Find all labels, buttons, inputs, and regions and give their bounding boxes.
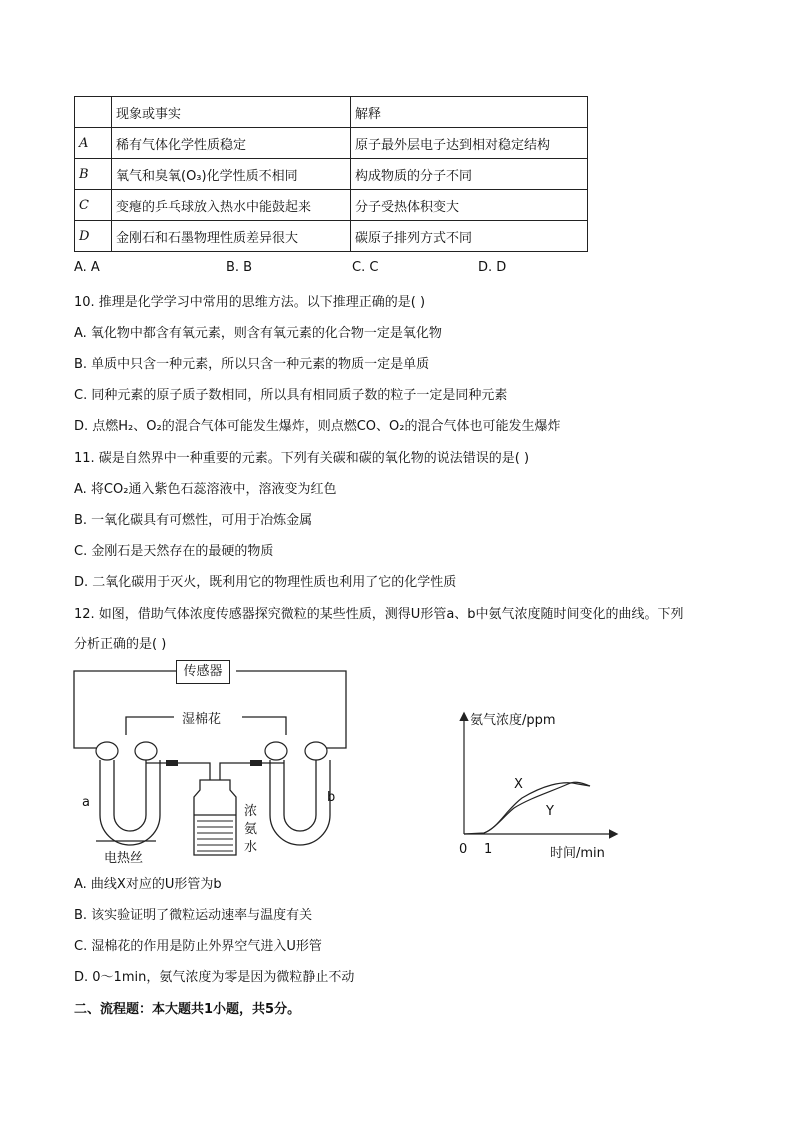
row-key: A [75, 128, 112, 159]
table-header-cell: 现象或事实 [112, 97, 351, 128]
row-explain: 构成物质的分子不同 [351, 159, 588, 190]
row-explain: 碳原子排列方式不同 [351, 221, 588, 252]
q12-stem-line1: 12. 如图，借助气体浓度传感器探究微粒的某些性质，测得U形管a、b中氨气浓度随时间变化的曲线。下列 [74, 607, 684, 622]
table-row [75, 128, 588, 159]
q11-option-b[interactable]: B. 一氧化碳具有可燃性，可用于冶炼金属 [74, 513, 313, 528]
table-row [75, 159, 588, 190]
cotton-leader-right [242, 717, 286, 735]
row-key: C [75, 190, 112, 221]
apparatus-diagram [60, 655, 380, 865]
row-fact: 金刚石和石墨物理性质差异很大 [112, 221, 351, 252]
row-key: D [75, 221, 112, 252]
row-explain: 分子受热体积变大 [351, 190, 588, 221]
table-header-row [75, 97, 588, 128]
graph-ylabel: 氨气浓度/ppm [470, 713, 556, 728]
q12-stem-line2: 分析正确的是( ) [74, 637, 167, 652]
tube-a-label: a [82, 795, 90, 810]
sensor-box [176, 660, 230, 684]
q10-option-c[interactable]: C. 同种元素的原子质子数相同，所以具有相同质子数的粒子一定是同种元素 [74, 388, 508, 403]
u-tube-b [270, 760, 330, 845]
cotton-ball [96, 742, 118, 760]
table-header-cell: 解释 [351, 97, 588, 128]
ammonia-label-1: 浓 [244, 804, 258, 819]
graph-origin-label: 0 [459, 842, 468, 857]
row-fact: 氧气和臭氧(O₃)化学性质不相同 [112, 159, 351, 190]
q12-option-a[interactable]: A. 曲线X对应的U形管为b [74, 877, 222, 892]
q10-option-d[interactable]: D. 点燃H₂、O₂的混合气体可能发生爆炸，则点燃CO、O₂的混合气体也可能发生爆炸 [74, 419, 561, 434]
table-header-cell [75, 97, 112, 128]
ammonia-bottle [194, 780, 236, 855]
clamp [166, 760, 178, 766]
graph-xlabel: 时间/min [550, 846, 605, 861]
table-row [75, 190, 588, 221]
ammonia-label-2: 氨 [244, 822, 258, 837]
curve-y-label: Y [546, 804, 554, 819]
q9-table [74, 96, 588, 252]
sensor-wire-left [74, 671, 177, 748]
q12-option-c[interactable]: C. 湿棉花的作用是防止外界空气进入U形管 [74, 939, 322, 954]
q11-option-c[interactable]: C. 金刚石是天然存在的最硬的物质 [74, 544, 274, 559]
row-fact: 变瘪的乒乓球放入热水中能鼓起来 [112, 190, 351, 221]
cotton-ball [135, 742, 157, 760]
q12-option-b[interactable]: B. 该实验证明了微粒运动速率与温度有关 [74, 908, 313, 923]
row-key: B [75, 159, 112, 190]
option-d[interactable]: D. D [478, 260, 507, 275]
cotton-leader-left [126, 717, 174, 735]
heater-label: 电热丝 [104, 851, 144, 866]
ammonia-label-3: 水 [244, 840, 258, 855]
row-explain: 原子最外层电子达到相对稳定结构 [351, 128, 588, 159]
q10-option-a[interactable]: A. 氧化物中都含有氧元素，则含有氧元素的化合物一定是氧化物 [74, 326, 442, 341]
tube-b-label: b [327, 790, 336, 805]
cotton-label: 湿棉花 [182, 712, 222, 727]
clamp [250, 760, 262, 766]
table-row [75, 221, 588, 252]
q11-option-a[interactable]: A. 将CO₂通入紫色石蕊溶液中，溶液变为红色 [74, 482, 337, 497]
graph-tick-label: 1 [484, 842, 493, 857]
row-fact: 稀有气体化学性质稳定 [112, 128, 351, 159]
sensor-label: 传感器 [183, 664, 223, 679]
curve-x-label: X [514, 777, 523, 792]
section-2-heading: 二、流程题：本大题共1小题，共5分。 [74, 1002, 301, 1017]
curve-x [464, 783, 590, 834]
q11-stem: 11. 碳是自然界中一种重要的元素。下列有关碳和碳的氧化物的说法错误的是( ) [74, 451, 530, 466]
option-c[interactable]: C. C [352, 260, 379, 275]
sensor-wire-right [236, 671, 346, 748]
cotton-ball [265, 742, 287, 760]
cotton-ball [305, 742, 327, 760]
q12-option-d[interactable]: D. 0～1min，氨气浓度为零是因为微粒静止不动 [74, 970, 355, 985]
u-tube-a [100, 760, 160, 845]
q10-stem: 10. 推理是化学学习中常用的思维方法。以下推理正确的是( ) [74, 295, 426, 310]
option-a[interactable]: A. A [74, 260, 100, 275]
q10-option-b[interactable]: B. 单质中只含一种元素，所以只含一种元素的物质一定是单质 [74, 357, 430, 372]
option-b[interactable]: B. B [226, 260, 253, 275]
q11-option-d[interactable]: D. 二氧化碳用于灭火，既利用它的物理性质也利用了它的化学性质 [74, 575, 457, 590]
